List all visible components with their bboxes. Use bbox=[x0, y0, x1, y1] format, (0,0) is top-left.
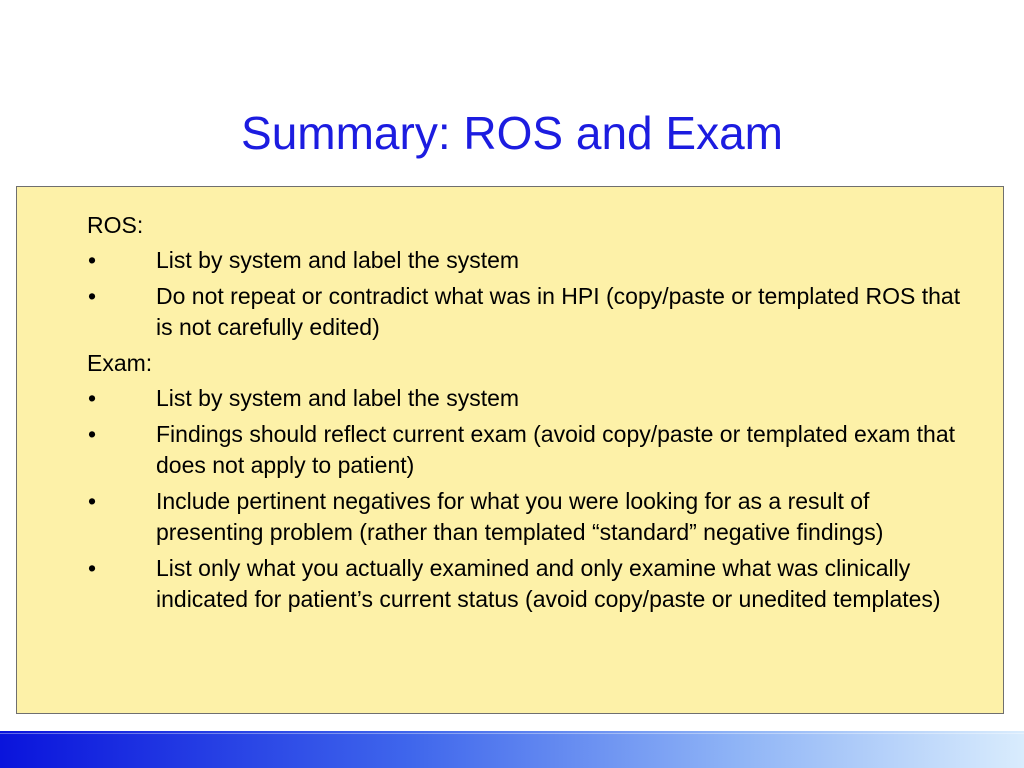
bullet-icon: • bbox=[88, 283, 97, 309]
footer-bar-highlight bbox=[0, 733, 1024, 734]
exam-bullet-text: Include pertinent negatives for what you were looking for as a result of presenting problem (rather than templated “standard” negative findings) bbox=[156, 488, 884, 545]
exam-bullet-text: Findings should reflect current exam (avoid copy/paste or templated exam that does not apply to patient) bbox=[156, 421, 956, 478]
ros-bullet-item bbox=[87, 245, 967, 276]
exam-bullet-text: List only what you actually examined and only examine what was clinically indicated for patient’s current status (avoid copy/paste or unedited templates) bbox=[156, 555, 941, 612]
exam-bullet-item bbox=[87, 383, 967, 414]
slide-title: Summary: ROS and Exam bbox=[241, 107, 783, 159]
content-box bbox=[16, 186, 1004, 714]
ros-bullet-text: Do not repeat or contradict what was in HPI (copy/paste or templated ROS that is not carefully edited) bbox=[156, 283, 961, 340]
footer-gradient-bar bbox=[0, 731, 1024, 768]
bullet-icon: • bbox=[88, 385, 97, 411]
exam-bullet-list bbox=[87, 383, 967, 615]
bullet-icon: • bbox=[88, 247, 97, 273]
exam-bullet-item bbox=[87, 419, 967, 481]
exam-bullet-item bbox=[87, 486, 967, 548]
ros-bullet-text: List by system and label the system bbox=[156, 247, 520, 273]
bullet-icon: • bbox=[88, 488, 97, 514]
ros-heading: ROS: bbox=[87, 212, 144, 238]
exam-heading: Exam: bbox=[87, 350, 153, 376]
ros-bullet-list bbox=[87, 245, 967, 343]
exam-bullet-text: List by system and label the system bbox=[156, 385, 520, 411]
ros-bullet-item bbox=[87, 281, 967, 343]
bullet-icon: • bbox=[88, 555, 97, 581]
content-body bbox=[87, 210, 967, 620]
bullet-icon: • bbox=[88, 421, 97, 447]
exam-bullet-item bbox=[87, 553, 967, 615]
